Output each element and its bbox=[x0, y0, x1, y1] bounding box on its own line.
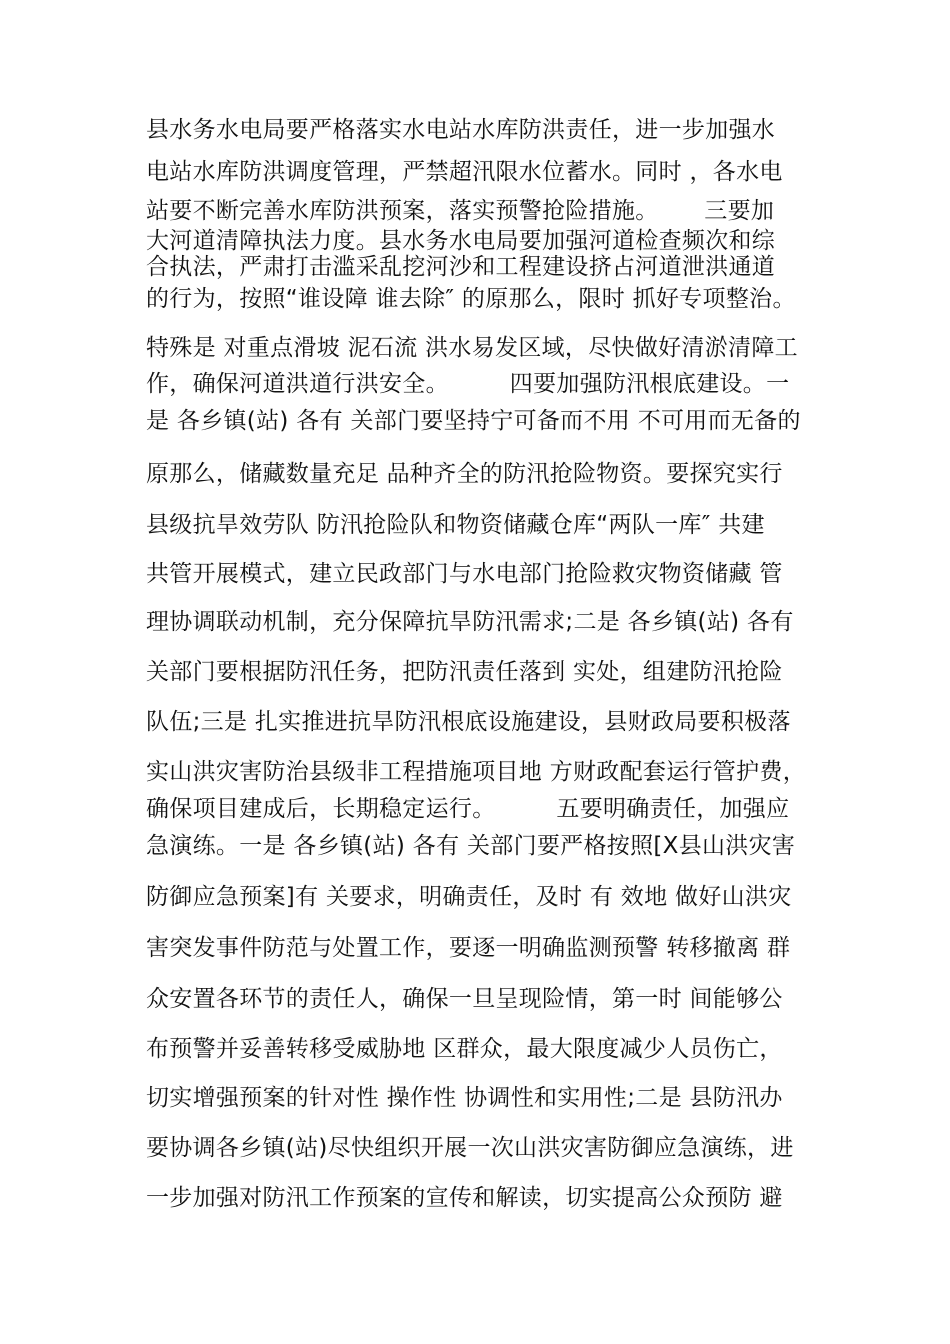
text-line: 急演练。一是 各乡镇(站) 各有 关部门要严格按照[X县山洪灾害 bbox=[146, 833, 796, 859]
text-line: 大河道清障执法力度。县水务水电局要加强河道检查频次和综 bbox=[146, 228, 776, 254]
text-line: 确保项目建成后，长期稳定运行。 五要明确责任，加强应 bbox=[146, 796, 790, 822]
text-line: 是 各乡镇(站) 各有 关部门要坚持宁可备而不用 不可用而无备的 bbox=[146, 408, 801, 434]
text-line: 共管开展模式，建立民政部门与水电部门抢险救灾物资储藏 管 bbox=[146, 561, 783, 587]
text-line: 理协调联动机制，充分保障抗旱防汛需求;二是 各乡镇(站) 各有 bbox=[146, 609, 794, 635]
text-line: 原那么，储藏数量充足 品种齐全的防汛抢险物资。要探究实行 bbox=[146, 461, 783, 487]
text-line: 的行为，按照“谁设障 谁去除″ 的原那么，限时 抓好专项整治。 bbox=[146, 286, 796, 312]
text-line: 站要不断完善水库防洪预案，落实预警抢险措施。 三要加 bbox=[146, 198, 775, 224]
text-line: 防御应急预案]有 关要求，明确责任，及时 有 效地 做好山洪灾 bbox=[146, 884, 792, 910]
text-line: 众安置各环节的责任人，确保一旦呈现险情，第一时 间能够公 bbox=[146, 986, 783, 1012]
text-line: 实山洪灾害防治县级非工程措施项目地 方财政配套运行管护费， bbox=[146, 759, 807, 785]
text-line: 害突发事件防范与处置工作，要逐一明确监测预警 转移撤离 群 bbox=[146, 935, 791, 961]
text-line: 作，确保河道洪道行洪安全。 四要加强防汛根底建设。一 bbox=[146, 371, 790, 397]
text-line: 合执法，严肃打击滥采乱挖河沙和工程建设挤占河道泄洪通道 bbox=[146, 254, 776, 280]
text-line: 要协调各乡镇(站)尽快组织开展一次山洪灾害防御应急演练，进 bbox=[146, 1135, 794, 1161]
text-line: 县水务水电局要严格落实水电站水库防洪责任，进一步加强水 bbox=[146, 117, 776, 143]
text-line: 队伍;三是 扎实推进抗旱防汛根底设施建设，县财政局要积极落 bbox=[146, 709, 791, 735]
text-line: 电站水库防洪调度管理，严禁超汛限水位蓄水。同时 ，各水电 bbox=[146, 159, 783, 185]
text-line: 布预警并妥善转移受威胁地 区群众，最大限度减少人员伤亡， bbox=[146, 1036, 783, 1062]
text-line: 特殊是 对重点滑坡 泥石流 洪水易发区域，尽快做好清淤清障工 bbox=[146, 335, 798, 361]
text-line: 关部门要根据防汛任务，把防汛责任落到 实处，组建防汛抢险 bbox=[146, 659, 783, 685]
text-line: 一步加强对防汛工作预案的宣传和解读，切实提高公众预防 避 bbox=[146, 1185, 783, 1211]
text-line: 切实增强预案的针对性 操作性 协调性和实用性;二是 县防汛办 bbox=[146, 1085, 783, 1111]
text-line: 县级抗旱效劳队 防汛抢险队和物资储藏仓库“两队一库″ 共建 bbox=[146, 512, 765, 538]
